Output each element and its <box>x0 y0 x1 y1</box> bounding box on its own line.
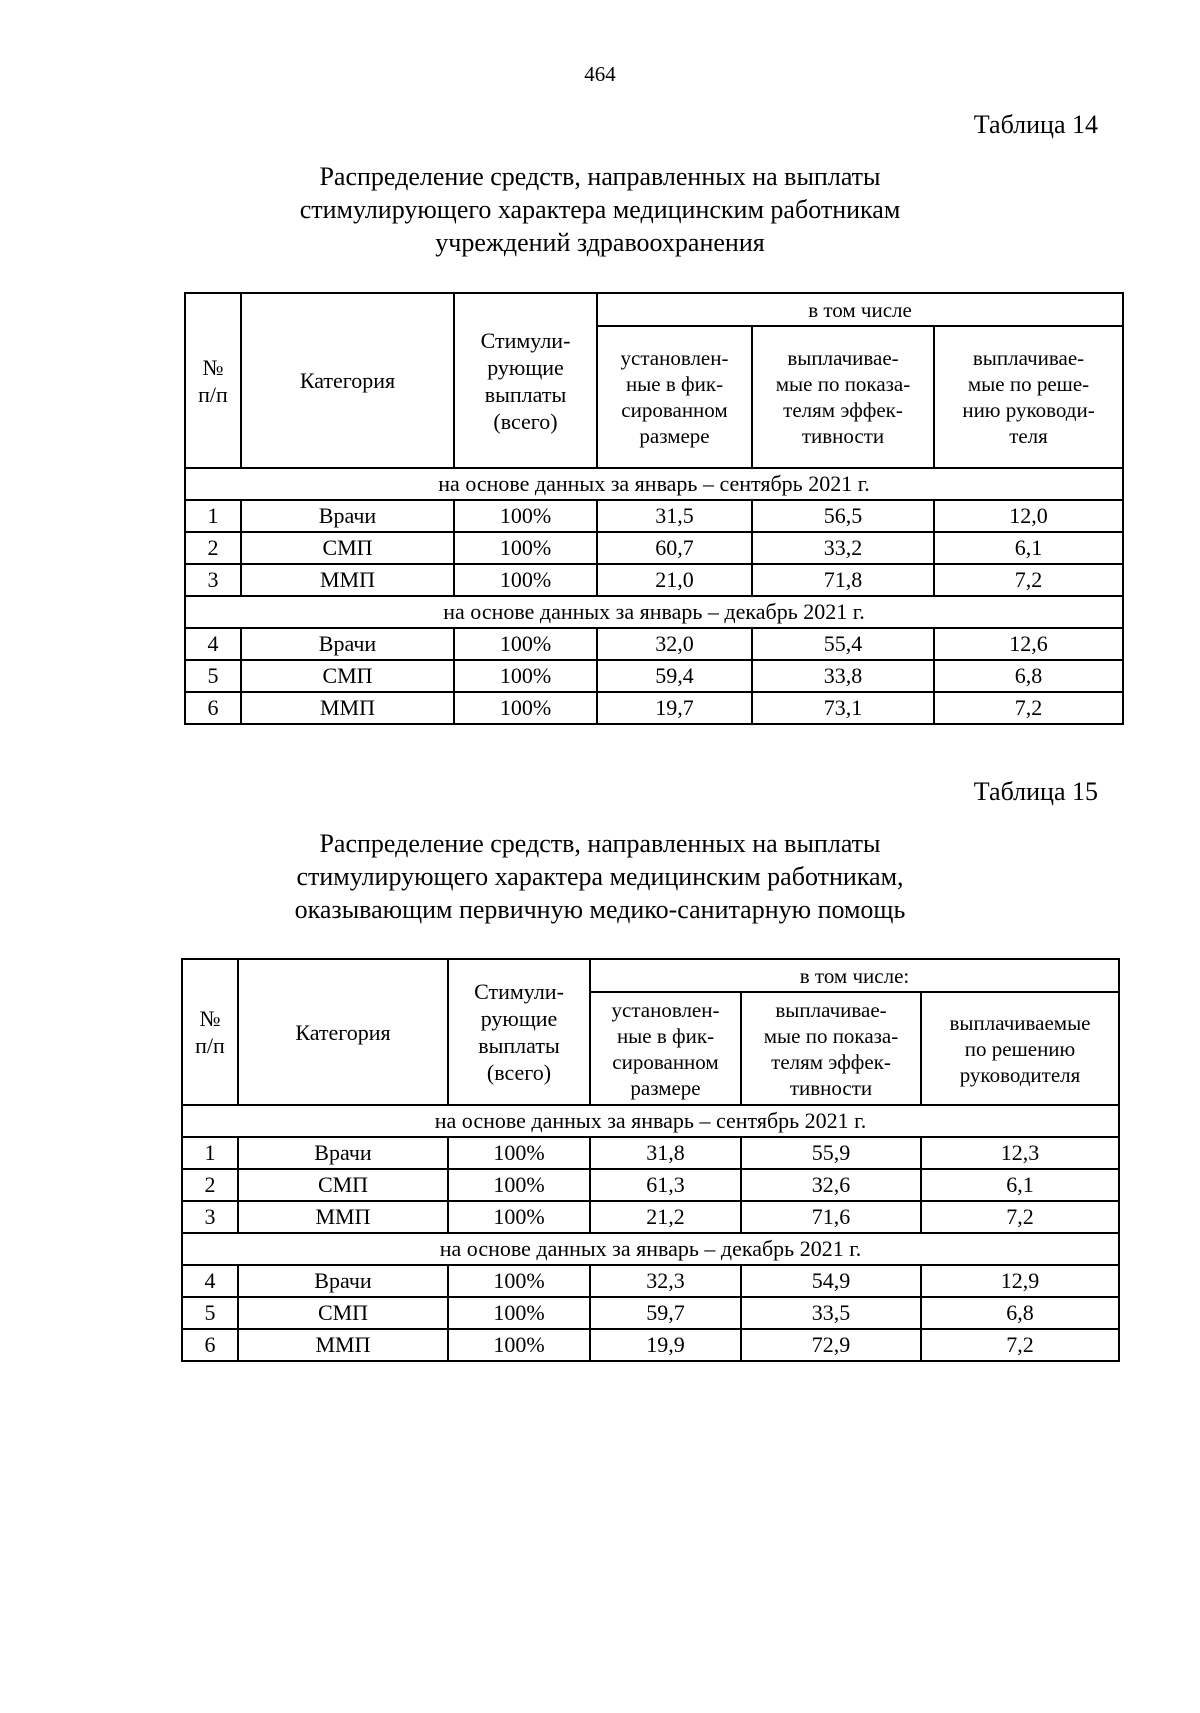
title-line: стимулирующего характера медицинским работникам <box>299 195 901 224</box>
section-row <box>185 596 1123 628</box>
table-15 <box>181 958 1120 1362</box>
cell-efficiency: 32,6 <box>741 1169 921 1201</box>
title-line: стимулирующего характера медицинским работникам, <box>296 862 904 891</box>
cell-category: Врачи <box>238 1265 448 1297</box>
cell-total: 100% <box>448 1329 590 1361</box>
table-row <box>182 1265 1119 1297</box>
cell-efficiency: 33,5 <box>741 1297 921 1329</box>
header-including: в том числе: <box>590 959 1119 992</box>
cell-num: 2 <box>182 1169 238 1201</box>
cell-num: 4 <box>185 628 241 660</box>
header-decision: выплачивае- мые по реше- нию руководи- теля <box>934 326 1123 468</box>
table-row <box>182 1329 1119 1361</box>
cell-fixed: 19,9 <box>590 1329 741 1361</box>
header-total: Стимули- рующие выплаты (всего) <box>454 293 597 468</box>
cell-fixed: 21,0 <box>597 564 752 596</box>
table-14-label: Таблица 14 <box>973 110 1098 139</box>
cell-category: ММП <box>238 1201 448 1233</box>
table-row <box>182 1169 1119 1201</box>
cell-total: 100% <box>454 628 597 660</box>
cell-decision: 12,0 <box>934 500 1123 532</box>
cell-fixed: 21,2 <box>590 1201 741 1233</box>
table-row <box>185 692 1123 724</box>
section-row <box>182 1233 1119 1265</box>
cell-efficiency: 73,1 <box>752 692 934 724</box>
cell-fixed: 32,0 <box>597 628 752 660</box>
section-row <box>185 468 1123 500</box>
section-title: на основе данных за январь – сентябрь 2021 г. <box>182 1105 1119 1137</box>
cell-decision: 12,3 <box>921 1137 1119 1169</box>
header-category: Категория <box>241 293 454 468</box>
header-total: Стимули- рующие выплаты (всего) <box>448 959 590 1105</box>
cell-category: СМП <box>238 1169 448 1201</box>
table-row <box>182 1201 1119 1233</box>
cell-category: ММП <box>241 692 454 724</box>
cell-efficiency: 71,6 <box>741 1201 921 1233</box>
cell-efficiency: 72,9 <box>741 1329 921 1361</box>
cell-category: ММП <box>241 564 454 596</box>
cell-decision: 6,1 <box>934 532 1123 564</box>
cell-total: 100% <box>448 1297 590 1329</box>
header-efficiency: выплачивае- мые по показа- телям эффек- тивности <box>741 992 921 1105</box>
cell-fixed: 32,3 <box>590 1265 741 1297</box>
cell-category: СМП <box>238 1297 448 1329</box>
table-15-title <box>0 827 1200 926</box>
section-row <box>182 1105 1119 1137</box>
header-efficiency: выплачивае- мые по показа- телям эффек- тивности <box>752 326 934 468</box>
cell-decision: 12,9 <box>921 1265 1119 1297</box>
cell-total: 100% <box>448 1201 590 1233</box>
cell-fixed: 60,7 <box>597 532 752 564</box>
cell-decision: 6,8 <box>921 1297 1119 1329</box>
cell-efficiency: 55,9 <box>741 1137 921 1169</box>
cell-category: Врачи <box>241 628 454 660</box>
cell-category: СМП <box>241 532 454 564</box>
table-15-label: Таблица 15 <box>973 777 1098 806</box>
cell-num: 3 <box>185 564 241 596</box>
table-row <box>185 532 1123 564</box>
cell-efficiency: 33,8 <box>752 660 934 692</box>
header-num: № п/п <box>185 293 241 468</box>
cell-efficiency: 71,8 <box>752 564 934 596</box>
table-row <box>185 628 1123 660</box>
cell-num: 2 <box>185 532 241 564</box>
header-category: Категория <box>238 959 448 1105</box>
cell-efficiency: 56,5 <box>752 500 934 532</box>
cell-total: 100% <box>448 1137 590 1169</box>
cell-category: СМП <box>241 660 454 692</box>
title-line: Распределение средств, направленных на выплаты <box>319 162 881 191</box>
table-row <box>185 500 1123 532</box>
section-title: на основе данных за январь – декабрь 2021 г. <box>185 596 1123 628</box>
cell-num: 3 <box>182 1201 238 1233</box>
cell-efficiency: 54,9 <box>741 1265 921 1297</box>
cell-fixed: 31,8 <box>590 1137 741 1169</box>
cell-decision: 6,1 <box>921 1169 1119 1201</box>
page-number: 464 <box>584 62 616 86</box>
cell-total: 100% <box>454 660 597 692</box>
cell-fixed: 19,7 <box>597 692 752 724</box>
title-line: учреждений здравоохранения <box>435 228 765 257</box>
table-14 <box>184 292 1124 725</box>
table-row <box>182 1297 1119 1329</box>
table-row <box>185 660 1123 692</box>
cell-num: 4 <box>182 1265 238 1297</box>
cell-efficiency: 33,2 <box>752 532 934 564</box>
table-row <box>185 564 1123 596</box>
cell-category: ММП <box>238 1329 448 1361</box>
cell-num: 1 <box>185 500 241 532</box>
cell-total: 100% <box>454 564 597 596</box>
header-fixed: установлен- ные в фик- сированном размере <box>590 992 741 1105</box>
title-line: оказывающим первичную медико-санитарную помощь <box>294 895 906 924</box>
header-including: в том числе <box>597 293 1123 326</box>
cell-decision: 12,6 <box>934 628 1123 660</box>
cell-category: Врачи <box>238 1137 448 1169</box>
cell-num: 6 <box>185 692 241 724</box>
cell-num: 1 <box>182 1137 238 1169</box>
cell-num: 5 <box>185 660 241 692</box>
table-14-title <box>0 160 1200 259</box>
cell-fixed: 59,4 <box>597 660 752 692</box>
cell-num: 5 <box>182 1297 238 1329</box>
cell-fixed: 61,3 <box>590 1169 741 1201</box>
cell-fixed: 59,7 <box>590 1297 741 1329</box>
cell-total: 100% <box>454 500 597 532</box>
table-row <box>182 1137 1119 1169</box>
section-title: на основе данных за январь – сентябрь 2021 г. <box>185 468 1123 500</box>
cell-total: 100% <box>454 532 597 564</box>
cell-category: Врачи <box>241 500 454 532</box>
header-fixed: установлен- ные в фик- сированном размере <box>597 326 752 468</box>
cell-total: 100% <box>448 1265 590 1297</box>
title-line: Распределение средств, направленных на выплаты <box>319 829 881 858</box>
header-num: № п/п <box>182 959 238 1105</box>
cell-fixed: 31,5 <box>597 500 752 532</box>
cell-decision: 7,2 <box>921 1201 1119 1233</box>
cell-num: 6 <box>182 1329 238 1361</box>
cell-decision: 6,8 <box>934 660 1123 692</box>
cell-decision: 7,2 <box>934 564 1123 596</box>
cell-decision: 7,2 <box>934 692 1123 724</box>
cell-decision: 7,2 <box>921 1329 1119 1361</box>
section-title: на основе данных за январь – декабрь 2021 г. <box>182 1233 1119 1265</box>
header-decision: выплачиваемые по решению руководителя <box>921 992 1119 1105</box>
cell-total: 100% <box>454 692 597 724</box>
cell-total: 100% <box>448 1169 590 1201</box>
cell-efficiency: 55,4 <box>752 628 934 660</box>
